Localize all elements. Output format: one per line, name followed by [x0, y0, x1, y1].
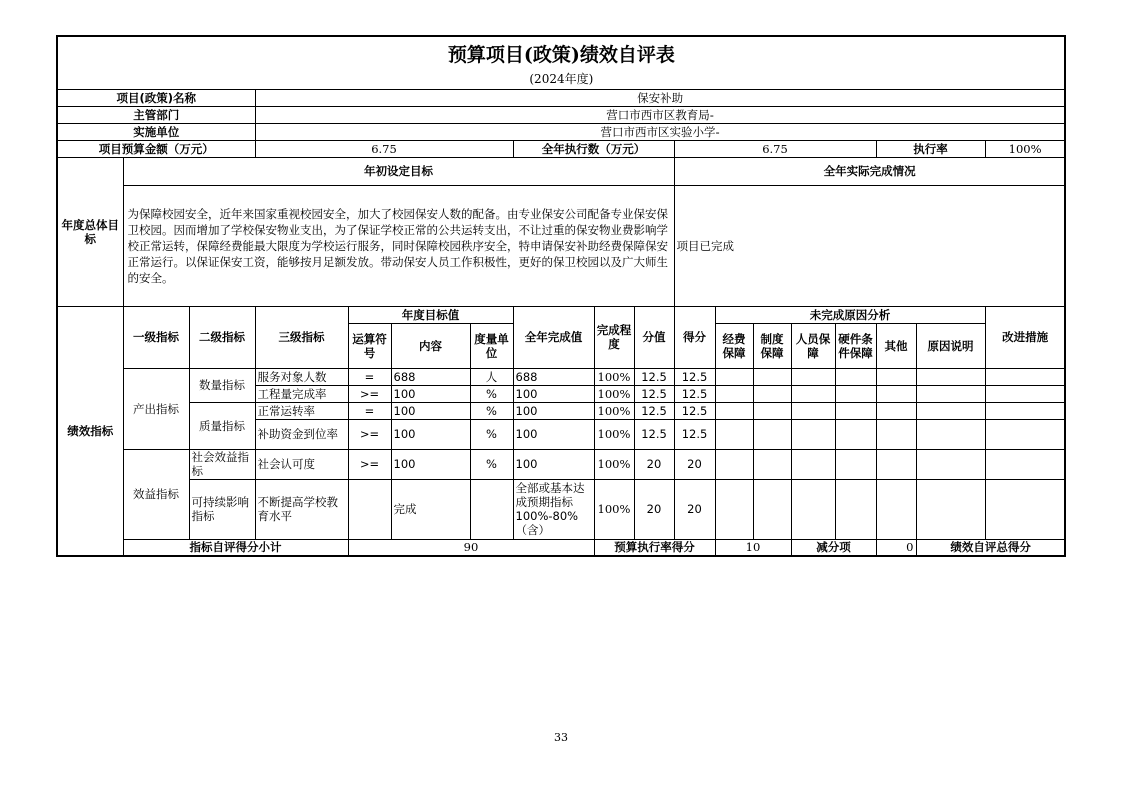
goal-set-text: 为保障校园安全，近年来国家重视校园安全，加大了校园保安人数的配备。由专业保安公司配备专业保安保卫校园。因而增加了学校保安物业支出，为了保证学校正常的公共运转支出，不让过重的保安物业费影响学校正常运转，保障经费能最大限度为学校运行服务，同时保障校园秩序安全，特申请保安补助经费保障保安正常运行。以保证保安工资，能够按月足额发放。带动保安人员工作积极性，更好的保卫校园以及广大师生的安全。: [123, 185, 674, 306]
indicator-score-value: 12.5: [634, 385, 674, 402]
cell-reason: [916, 479, 985, 539]
indicator-content: 100: [391, 402, 470, 419]
unit-value: 营口市西市区实验小学-: [255, 123, 1065, 140]
deduct-value: 0: [876, 539, 916, 556]
indicator-actual: 100: [513, 419, 594, 449]
cell-hardware: [835, 479, 876, 539]
indicator-unit: %: [470, 402, 513, 419]
cell-staff: [791, 419, 835, 449]
indicator-actual: 100: [513, 385, 594, 402]
total-label: 绩效自评总得分: [916, 539, 1065, 556]
deduct-label: 减分项: [791, 539, 876, 556]
cell-improve: [985, 402, 1065, 419]
indicator-degree: 100%: [594, 479, 634, 539]
page-number: 33: [554, 731, 568, 744]
cell-other: [876, 368, 916, 385]
dept-label: 主管部门: [57, 106, 255, 123]
indicator-score-value: 20: [634, 479, 674, 539]
page-title: 预算项目(政策)绩效自评表: [57, 36, 1065, 69]
header-other: 其他: [876, 323, 916, 368]
header-content: 内容: [391, 323, 470, 368]
cell-system: [753, 368, 791, 385]
level2-quality: 质量指标: [189, 402, 255, 449]
indicator-content: 100: [391, 419, 470, 449]
rate-label: 执行率: [876, 140, 985, 157]
goal-actual-header: 全年实际完成情况: [674, 157, 1065, 185]
cell-staff: [791, 479, 835, 539]
indicator-operator: [348, 479, 391, 539]
indicator-score: 12.5: [674, 385, 715, 402]
indicator-content: 100: [391, 449, 470, 479]
header-funding: 经费保障: [715, 323, 753, 368]
cell-funding: [715, 479, 753, 539]
indicator-score: 12.5: [674, 402, 715, 419]
indicator-score-value: 12.5: [634, 419, 674, 449]
cell-system: [753, 385, 791, 402]
indicator-score: 12.5: [674, 368, 715, 385]
header-improve: 改进措施: [985, 306, 1065, 368]
cell-improve: [985, 479, 1065, 539]
indicator-score-value: 20: [634, 449, 674, 479]
cell-reason: [916, 449, 985, 479]
cell-hardware: [835, 449, 876, 479]
cell-staff: [791, 385, 835, 402]
indicator-operator: >=: [348, 385, 391, 402]
indicator-operator: =: [348, 402, 391, 419]
header-actual: 全年完成值: [513, 306, 594, 368]
budget-score-value: 10: [715, 539, 791, 556]
cell-funding: [715, 368, 753, 385]
header-target-group: 年度目标值: [348, 306, 513, 323]
project-name-label: 项目(政策)名称: [57, 89, 255, 106]
dept-value: 营口市西市区教育局-: [255, 106, 1065, 123]
indicator-unit: %: [470, 449, 513, 479]
indicator-name: 正常运转率: [255, 402, 348, 419]
cell-staff: [791, 368, 835, 385]
goal-set-header: 年初设定目标: [123, 157, 674, 185]
indicator-name: 社会认可度: [255, 449, 348, 479]
indicator-degree: 100%: [594, 449, 634, 479]
indicator-operator: >=: [348, 449, 391, 479]
cell-other: [876, 402, 916, 419]
indicator-degree: 100%: [594, 385, 634, 402]
exec-value: 6.75: [674, 140, 876, 157]
annual-goal-label: 年度总体目标: [57, 157, 123, 306]
budget-score-label: 预算执行率得分: [594, 539, 715, 556]
cell-reason: [916, 368, 985, 385]
cell-reason: [916, 419, 985, 449]
header-score-value: 分值: [634, 306, 674, 368]
indicator-score-value: 12.5: [634, 368, 674, 385]
indicator-degree: 100%: [594, 368, 634, 385]
header-reason-group: 未完成原因分析: [715, 306, 985, 323]
cell-system: [753, 479, 791, 539]
cell-hardware: [835, 385, 876, 402]
cell-other: [876, 419, 916, 449]
subtotal-label: 指标自评得分小计: [123, 539, 348, 556]
cell-funding: [715, 449, 753, 479]
cell-improve: [985, 385, 1065, 402]
indicator-name: 工程量完成率: [255, 385, 348, 402]
header-level3: 三级指标: [255, 306, 348, 368]
indicator-degree: 100%: [594, 419, 634, 449]
cell-other: [876, 449, 916, 479]
indicator-unit: 人: [470, 368, 513, 385]
indicator-score: 12.5: [674, 419, 715, 449]
indicator-name: 服务对象人数: [255, 368, 348, 385]
header-level2: 二级指标: [189, 306, 255, 368]
indicator-score: 20: [674, 449, 715, 479]
budget-label: 项目预算金额（万元）: [57, 140, 255, 157]
indicator-content: 完成: [391, 479, 470, 539]
level1-output: 产出指标: [123, 368, 189, 449]
cell-reason: [916, 385, 985, 402]
level2-social: 社会效益指标: [189, 449, 255, 479]
indicator-unit: %: [470, 419, 513, 449]
header-score: 得分: [674, 306, 715, 368]
cell-funding: [715, 419, 753, 449]
indicator-actual: 100: [513, 449, 594, 479]
cell-other: [876, 385, 916, 402]
year-label: (2024年度): [57, 69, 1065, 89]
cell-staff: [791, 449, 835, 479]
level2-sustain: 可持续影响指标: [189, 479, 255, 539]
rate-value: 100%: [985, 140, 1065, 157]
indicator-degree: 100%: [594, 402, 634, 419]
indicator-score: 20: [674, 479, 715, 539]
indicator-unit: %: [470, 385, 513, 402]
level1-benefit: 效益指标: [123, 449, 189, 539]
header-degree: 完成程度: [594, 306, 634, 368]
unit-label: 实施单位: [57, 123, 255, 140]
cell-hardware: [835, 368, 876, 385]
cell-improve: [985, 449, 1065, 479]
cell-system: [753, 402, 791, 419]
header-staff: 人员保障: [791, 323, 835, 368]
cell-other: [876, 479, 916, 539]
self-evaluation-table: [56, 35, 1066, 557]
header-hardware: 硬件条件保障: [835, 323, 876, 368]
goal-actual-text: 项目已完成: [674, 185, 1065, 306]
header-operator: 运算符号: [348, 323, 391, 368]
cell-improve: [985, 419, 1065, 449]
cell-funding: [715, 385, 753, 402]
cell-hardware: [835, 402, 876, 419]
cell-staff: [791, 402, 835, 419]
header-system: 制度保障: [753, 323, 791, 368]
indicator-content: 688: [391, 368, 470, 385]
indicator-operator: =: [348, 368, 391, 385]
indicator-actual: 全部或基本达成预期指标100%-80%（含）: [513, 479, 594, 539]
header-level1: 一级指标: [123, 306, 189, 368]
cell-improve: [985, 368, 1065, 385]
subtotal-value: 90: [348, 539, 594, 556]
indicator-name: 补助资金到位率: [255, 419, 348, 449]
cell-hardware: [835, 419, 876, 449]
indicator-operator: >=: [348, 419, 391, 449]
indicator-score-value: 12.5: [634, 402, 674, 419]
level2-quantity: 数量指标: [189, 368, 255, 402]
indicator-actual: 100: [513, 402, 594, 419]
cell-reason: [916, 402, 985, 419]
project-name-value: 保安补助: [255, 89, 1065, 106]
indicator-content: 100: [391, 385, 470, 402]
indicators-label: 绩效指标: [57, 306, 123, 556]
cell-funding: [715, 402, 753, 419]
budget-value: 6.75: [255, 140, 513, 157]
cell-system: [753, 449, 791, 479]
header-reason-desc: 原因说明: [916, 323, 985, 368]
exec-label: 全年执行数（万元）: [513, 140, 674, 157]
cell-system: [753, 419, 791, 449]
indicator-name: 不断提高学校教育水平: [255, 479, 348, 539]
header-unit: 度量单位: [470, 323, 513, 368]
indicator-actual: 688: [513, 368, 594, 385]
indicator-unit: [470, 479, 513, 539]
